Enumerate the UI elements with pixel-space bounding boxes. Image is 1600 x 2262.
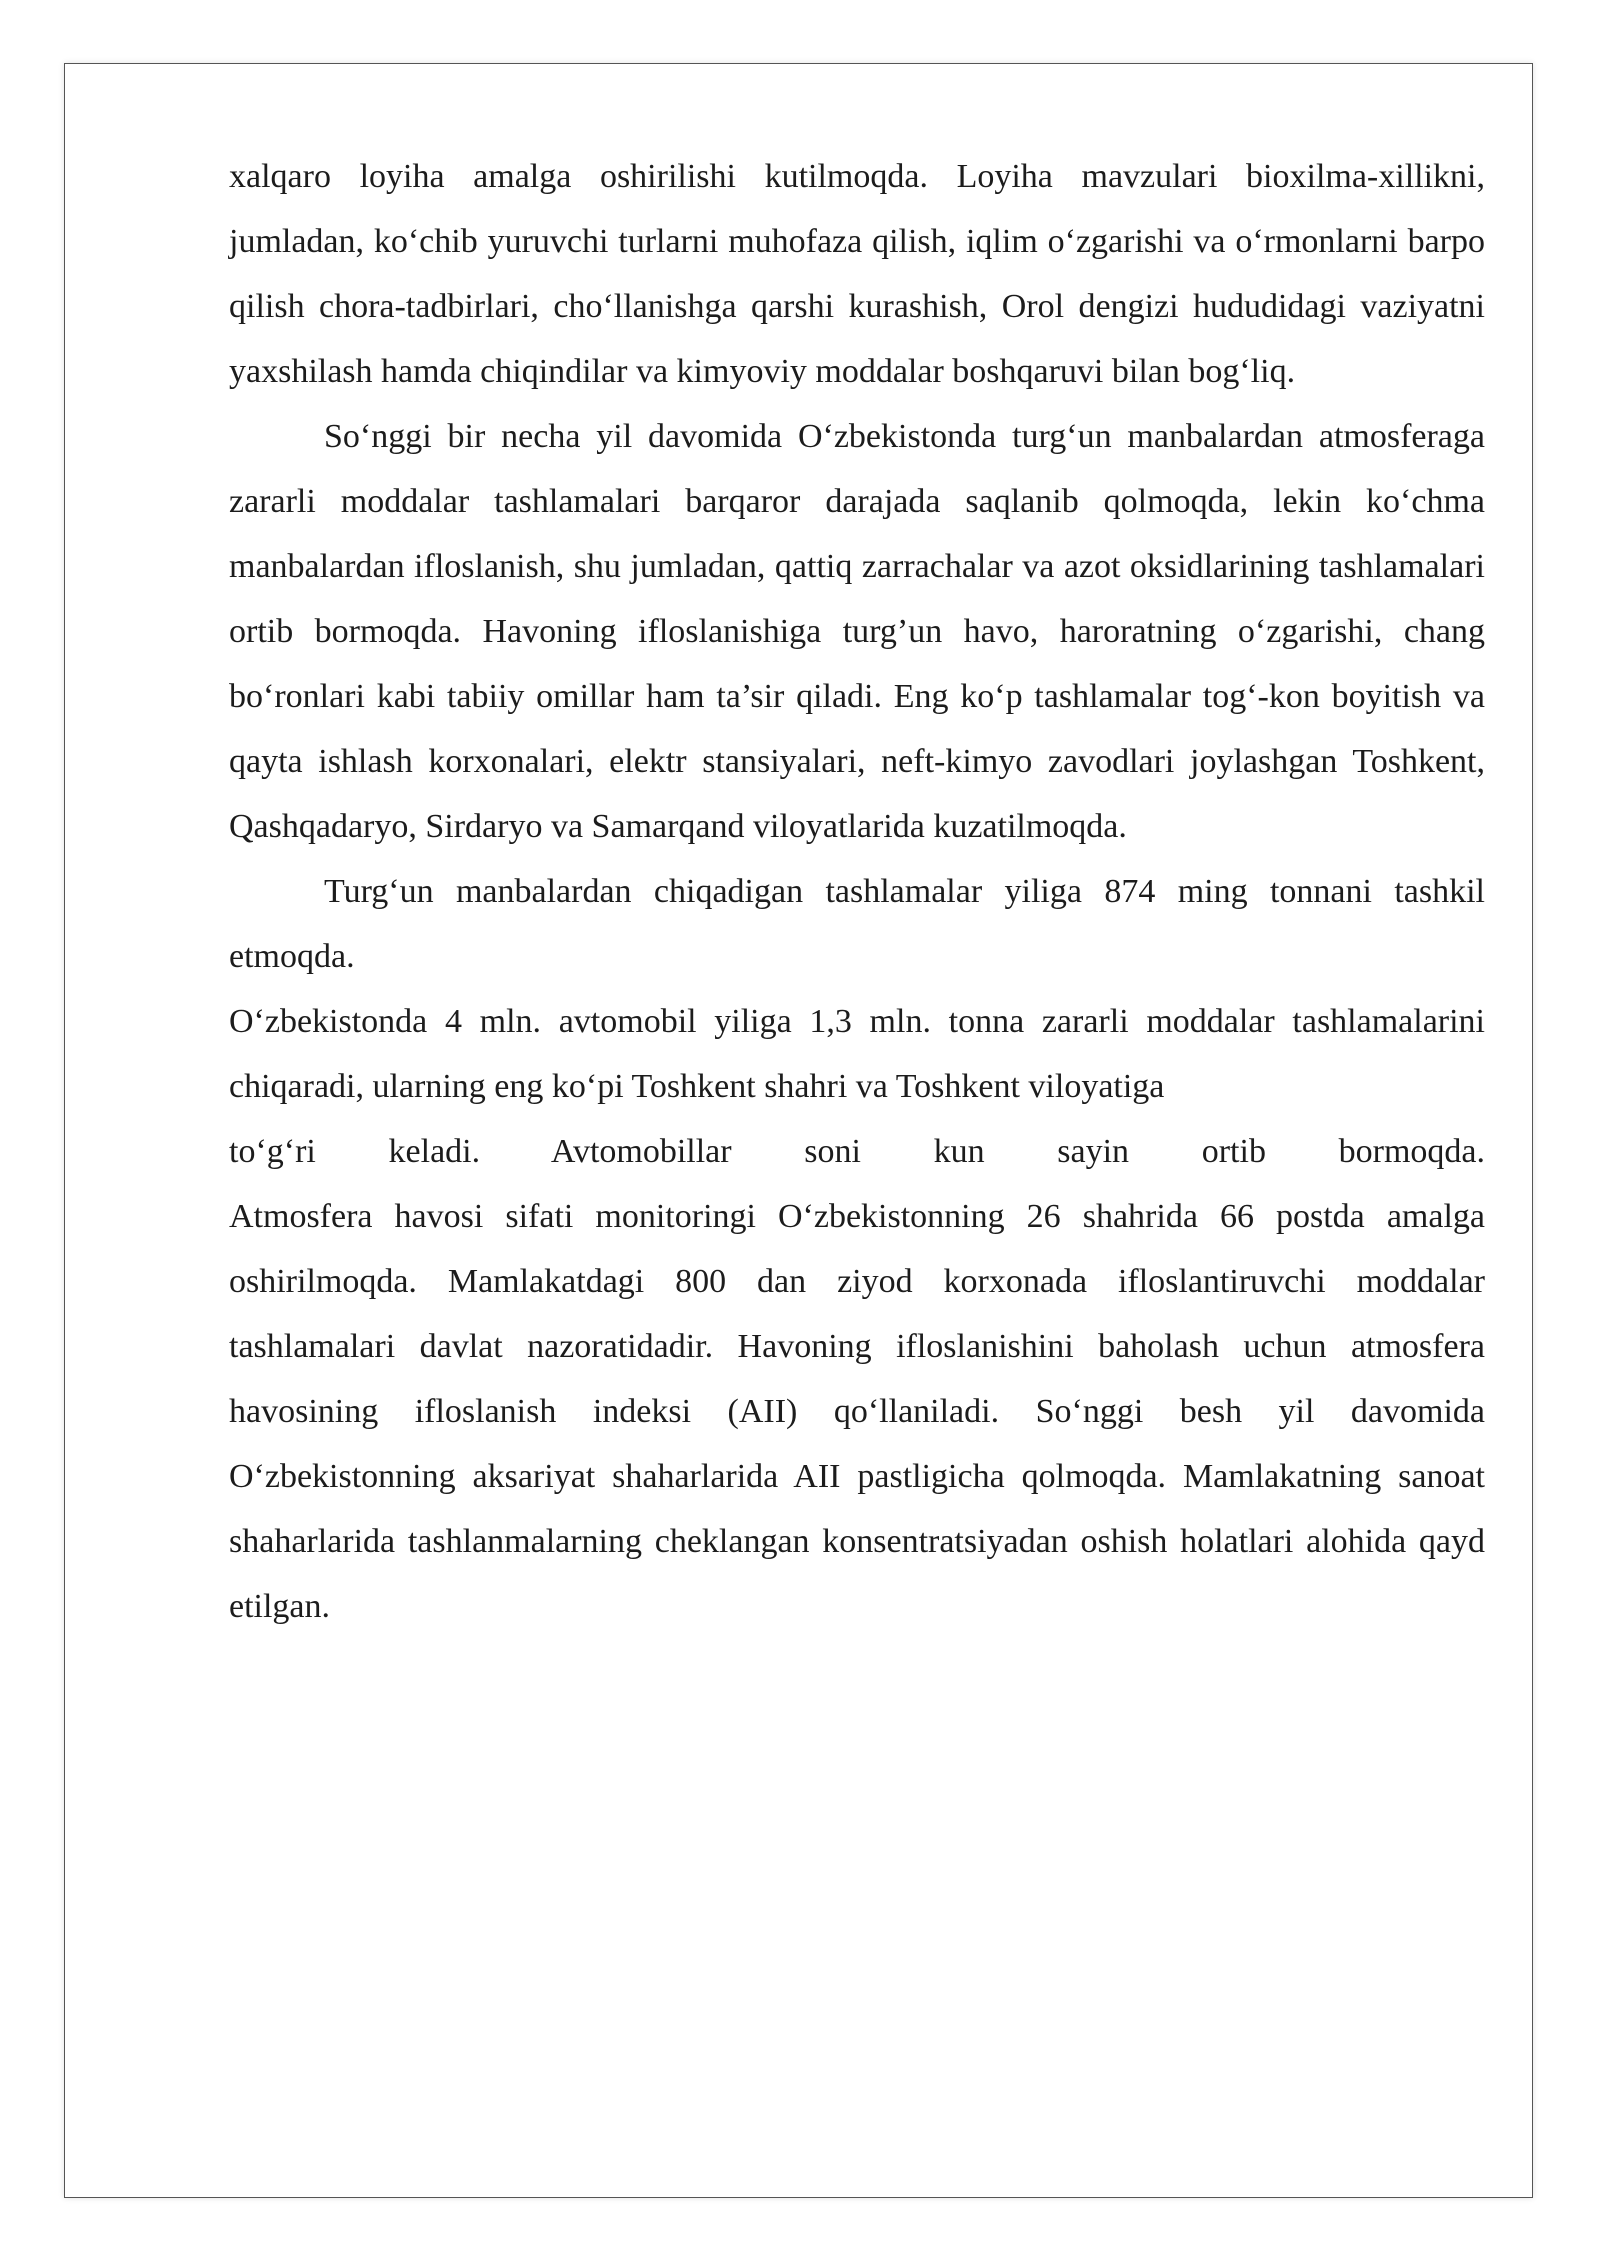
document-body (229, 144, 1485, 1639)
paragraph-stationary-sources: Turg‘un manbalardan chiqadigan tashlamalar yiliga 874 ming tonnani tashkil etmoqda. (229, 873, 1485, 975)
paragraph-vehicles-part-1: O‘zbekistonda 4 mln. avtomobil yiliga 1,3 mln. tonna zararli moddalar tashlamalarini chiqaradi, ularning eng ko‘pi Toshkent shahri va Toshkent viloyatiga (229, 1003, 1485, 1105)
paragraph-monitoring: Atmosfera havosi sifati monitoringi O‘zbekistonning 26 shahrida 66 postda amalga oshirilmoqda. Mamlakatdagi 800 dan ziyod korxonada ifloslantiruvchi moddalar tashlamalari davlat nazoratidadir. Havoning ifloslanishini baholash uchun atmosfera havosining ifloslanish indeksi (AII) qo‘llaniladi. So‘nggi besh yil davomida O‘zbekistonning aksariyat shaharlarida AII pastligicha qolmoqda. Mamlakatning sanoat shaharlarida tashlanmalarning cheklangan konsentratsiyadan oshish holatlari alohida qayd etilgan. (229, 1198, 1485, 1625)
paragraph-vehicles (229, 989, 1485, 1639)
paragraph-international-project: xalqaro loyiha amalga oshirilishi kutilmoqda. Loyiha mavzulari bioxilma-xillikni, jumladan, ko‘chib yuruvchi turlarni muhofaza qilish, iqlim o‘zgarishi va o‘rmonlarni barpo qilish chora-tadbirlari, cho‘llanishga qarshi kurashish, Orol dengizi hududidagi vaziyatni yaxshilash hamda chiqindilar va kimyoviy moddalar boshqaruvi bilan bog‘liq. (229, 158, 1485, 390)
paragraph-air-emissions: So‘nggi bir necha yil davomida O‘zbekistonda turg‘un manbalardan atmosferaga zararli moddalar tashlamalari barqaror darajada saqlanib qolmoqda, lekin ko‘chma manbalardan ifloslanish, shu jumladan, qattiq zarrachalar va azot oksidlarining tashlamalari ortib bormoqda. Havoning ifloslanishiga turg’un havo, haroratning o‘zgarishi, chang bo‘ronlari kabi tabiiy omillar ham ta’sir qiladi. Eng ko‘p tashlamalar tog‘-kon boyitish va qayta ishlash korxonalari, elektr stansiyalari, neft-kimyo zavodlari joylashgan Toshkent, Qashqadaryo, Sirdaryo va Samarqand viloyatlarida kuzatilmoqda. (229, 418, 1485, 845)
paragraph-vehicles-part-2: to‘g‘ri keladi. Avtomobillar soni kun sayin ortib bormoqda. (229, 1133, 1485, 1170)
